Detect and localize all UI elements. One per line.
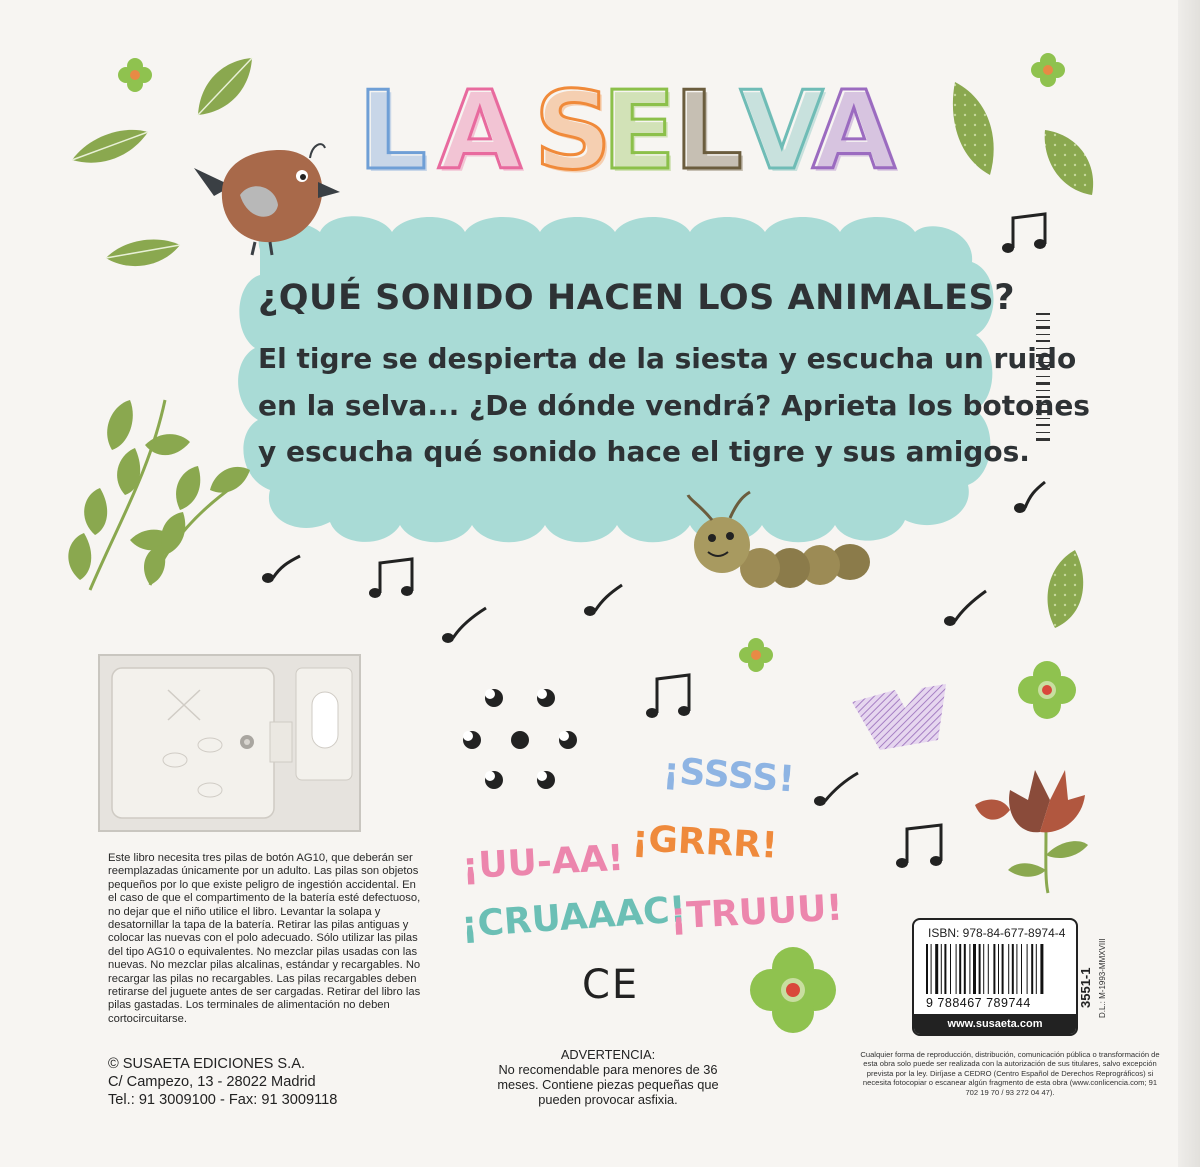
sound-ssss: ¡SSSS! <box>661 750 796 801</box>
title-letter-a2: A <box>812 69 896 194</box>
music-note-icon <box>1014 482 1045 513</box>
warning-text: No recomendable para menores de 36 meses. Contiene piezas pequeñas que pueden provocar asfixia. <box>497 1062 719 1107</box>
battery-notice: Este libro necesita tres pilas de botón AG10, que deberán ser reemplazadas únicamente por un adulto. Las pilas son objetos pequeños por lo que existe peligro de ingestión accidental. En el caso de que el compartimento de la batería esté defectuoso, no dejar que el niño utilice el libro. Levantar la solapa y desatornillar la tapa de la batería. Retirar las pilas antiguas y colocar las nuevas con el polo adecuado. Sólo utilizar las pilas del tipo AG10 o equivalentes. No mezclar pilas usadas con las nuevas. No mezclar pilas alcalinas, estándar y recargables. No recargar las pilas no recargables. Las pilas recargables deben retirarse del juguete antes de ser cargadas. Retirar del libro las pilas gastadas. Los terminales de alimentación no deben cortocircuitarse. <box>108 852 421 1025</box>
branch-icon <box>68 400 250 590</box>
flower-icon <box>739 638 773 672</box>
flower-icon <box>1018 661 1076 719</box>
publisher-phone: Tel.: 91 3009100 - Fax: 91 3009118 <box>108 1092 338 1108</box>
warning-title: ADVERTENCIA: <box>560 1047 656 1062</box>
music-note-icon <box>369 559 413 598</box>
barcode-number: 9 788467 789744 <box>926 996 1031 1010</box>
leaf-icon <box>198 58 252 115</box>
cloud-line: y escucha qué sonido hace el tigre y sus amigos. <box>258 435 1030 468</box>
speaker-grille <box>463 689 577 789</box>
music-note-icon <box>1002 214 1046 253</box>
legal-deposit: D.L.: M-1993-MMXVIII <box>1098 938 1107 1018</box>
title-letter-v: V <box>740 69 824 194</box>
music-note-icon <box>896 825 942 868</box>
leaf-icon <box>1048 550 1084 628</box>
cloud-line: El tigre se despierta de la siesta y escucha un ruido <box>258 342 1077 375</box>
leaf-icon <box>106 239 180 266</box>
music-note-icon <box>646 675 690 718</box>
leaf-icon <box>953 82 994 175</box>
title-letter-s: S <box>534 69 612 194</box>
title-letter-l2: L <box>674 69 743 194</box>
website: www.susaeta.com <box>914 1014 1076 1034</box>
cloud-line: en la selva... ¿De dónde vendrá? Aprieta los botones <box>258 389 1090 422</box>
sound-grrr: ¡GRRR! <box>631 818 779 867</box>
flower-icon <box>118 58 152 92</box>
speech-cloud <box>238 216 993 542</box>
music-note-icon <box>262 556 300 583</box>
flower-icon <box>1031 53 1065 87</box>
music-note-icon <box>442 608 486 643</box>
tulip-icon <box>975 770 1088 893</box>
product-code: 3551-1 <box>1078 967 1093 1008</box>
sound-truuu: ¡TRUUU! <box>669 887 844 938</box>
title-letter-e: E <box>602 69 676 194</box>
publisher-address: C/ Campezo, 13 - 28022 Madrid <box>108 1074 316 1090</box>
cloud-heading: ¿QUÉ SONIDO HACEN LOS ANIMALES? <box>258 278 1016 318</box>
music-note-icon <box>944 591 986 626</box>
music-note-icon <box>814 773 858 806</box>
sound-uuaa: ¡UU-AA! <box>461 837 625 888</box>
flower-icon <box>750 947 836 1033</box>
isbn-text: ISBN: 978-84-677-8974-4 <box>928 926 1066 940</box>
barcode-bars <box>926 944 1066 1002</box>
publisher-name: © SUSAETA EDICIONES S.A. <box>108 1056 306 1072</box>
music-note-icon <box>584 585 622 616</box>
sound-cruaaac: ¡CRUAAAC! <box>459 889 688 946</box>
battery-compartment <box>99 655 360 831</box>
title-letter-a1: A <box>438 69 522 194</box>
leaf-icon <box>72 130 148 163</box>
ce-mark: CE <box>582 962 640 1008</box>
leaf-icon <box>1045 130 1093 195</box>
barcode-box <box>912 918 1078 1036</box>
legal-notice: Cualquier forma de reproducción, distribución, comunicación pública o transformación de esta obra solo puede ser realizada con la autorización de sus titulares, salvo excepción prevista por la ley. Diríjase a CEDRO (Centro Español de Derechos Reprográficos) si necesita fotocopiar o escanear algún fragmento de esta obra (www.conlicencia.com; 91 702 19 70 / 93 272 04 47). <box>860 1050 1160 1097</box>
title-letter-l1: L <box>358 69 427 194</box>
crown-icon <box>852 684 946 750</box>
